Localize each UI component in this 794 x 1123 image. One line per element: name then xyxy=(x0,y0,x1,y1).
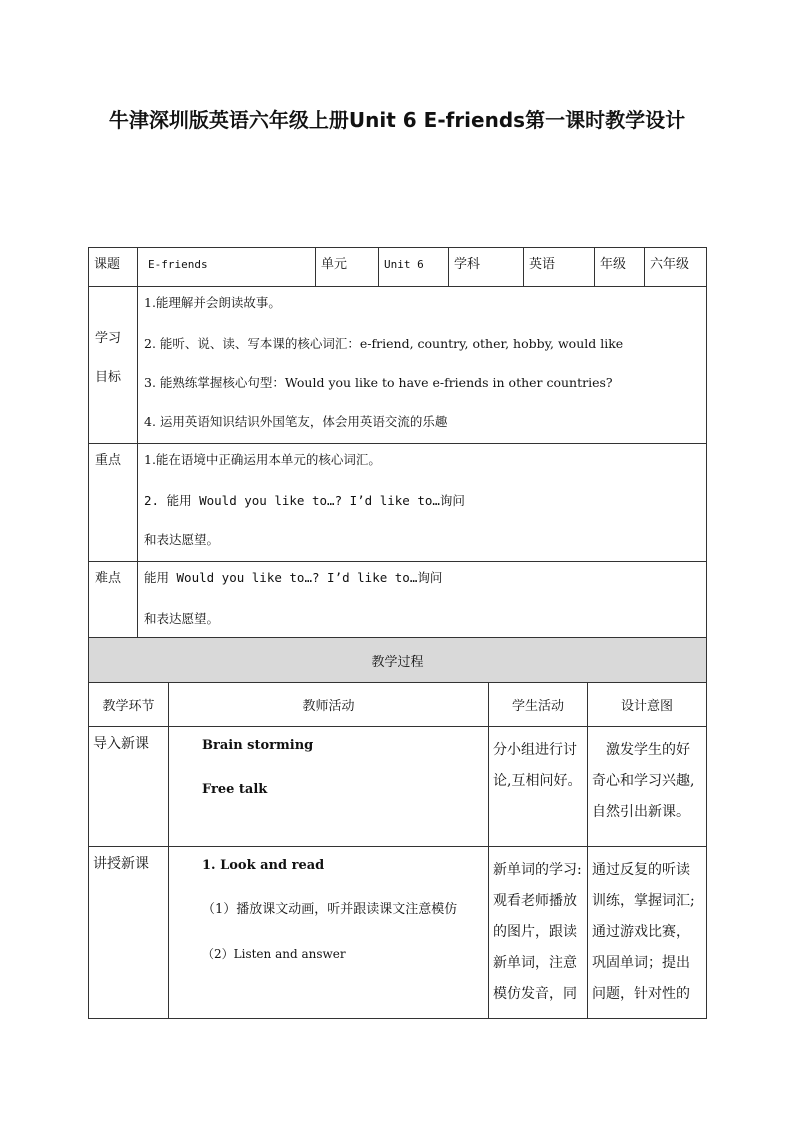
header-purpose: 设计意图 xyxy=(588,683,707,727)
header-stage: 教学环节 xyxy=(89,683,169,727)
grade-value: 六年级 xyxy=(645,248,707,287)
difficulties-row xyxy=(89,562,707,641)
objective-item: 4. 运用英语知识结识外国笔友，体会用英语交流的乐趣 xyxy=(144,414,448,429)
teacher-cell xyxy=(169,847,489,1019)
unit-label: 单元 xyxy=(316,248,379,287)
topic-label: 课题 xyxy=(89,248,138,287)
process-title: 教学过程 xyxy=(89,638,707,683)
difficulties-label: 难点 xyxy=(89,562,138,641)
teacher-activity: （2）Listen and answer xyxy=(202,947,346,961)
purpose-cell: 通过反复的听读训练，掌握词汇;通过游戏比赛，巩固单词；提出问题，针对性的 xyxy=(588,847,707,1019)
stage-cell: 讲授新课 xyxy=(89,847,169,1019)
process-table xyxy=(88,637,707,1019)
header-student: 学生活动 xyxy=(489,683,588,727)
key-points-label: 重点 xyxy=(89,444,138,562)
key-point-line: 1.能在语境中正确运用本单元的核心词汇。 xyxy=(144,452,381,467)
process-header-row xyxy=(89,683,707,727)
student-cell: 新单词的学习:观看老师播放的图片，跟读新单词，注意模仿发音，同 xyxy=(489,847,588,1019)
objective-item: 2. 能听、说、读、写本课的核心词汇：e-friend, country, other, hobby, would like xyxy=(144,336,624,351)
subject-label: 学科 xyxy=(449,248,524,287)
teacher-activity: （1）播放课文动画，听并跟读课文注意模仿 xyxy=(202,902,458,917)
info-row xyxy=(89,248,707,287)
key-points-row xyxy=(89,444,707,562)
objective-item: 3. 能熟练掌握核心句型：Would you like to have e-friends in other countries? xyxy=(144,375,613,390)
key-points-content xyxy=(138,444,707,562)
teacher-activity: Free talk xyxy=(202,782,268,797)
process-row xyxy=(89,727,707,847)
difficulty-line: 能用 Would you like to…? I’d like to…询问 xyxy=(144,570,443,585)
header-teacher: 教师活动 xyxy=(169,683,489,727)
teacher-activity: Brain storming xyxy=(202,738,314,753)
teacher-activity: 1. Look and read xyxy=(202,858,325,873)
document-title: 牛津深圳版英语六年级上册Unit 6 E-friends第一课时教学设计 xyxy=(108,108,686,132)
subject-value: 英语 xyxy=(524,248,595,287)
difficulties-content xyxy=(138,562,707,641)
info-table xyxy=(88,247,707,641)
topic-value: E-friends xyxy=(138,248,316,287)
unit-value: Unit 6 xyxy=(379,248,449,287)
objectives-row xyxy=(89,287,707,444)
objective-item: 1.能理解并会朗读故事。 xyxy=(144,295,281,310)
objectives-label: 学习 目标 xyxy=(89,287,138,444)
teacher-cell xyxy=(169,727,489,847)
key-point-line: 2. 能用 Would you like to…? I’d like to…询问 xyxy=(144,493,465,508)
grade-label: 年级 xyxy=(595,248,645,287)
objectives-content xyxy=(138,287,707,444)
difficulty-line: 和表达愿望。 xyxy=(144,611,220,626)
stage-cell: 导入新课 xyxy=(89,727,169,847)
key-point-line: 和表达愿望。 xyxy=(144,532,220,547)
student-cell: 分小组进行讨论,互相问好。 xyxy=(489,727,588,847)
process-row xyxy=(89,847,707,1019)
purpose-cell: 激发学生的好奇心和学习兴趣,自然引出新课。 xyxy=(588,727,707,847)
process-title-row xyxy=(89,638,707,683)
